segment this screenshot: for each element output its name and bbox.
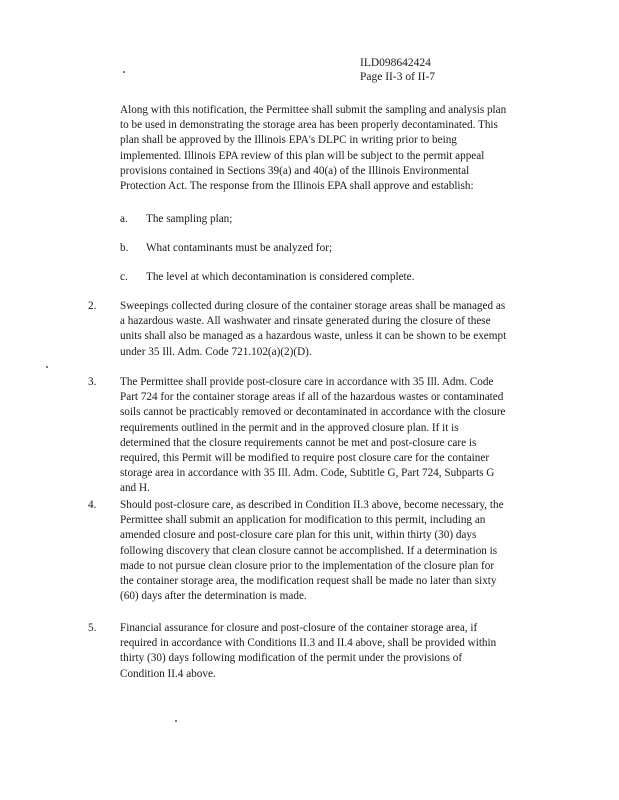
text-line: storage area in accordance with 35 Ill. Adm. Code, Subtitle G, Part 724, Subparts G (120, 467, 495, 480)
text-line: Permittee shall submit an application for modification to this permit, including an (120, 514, 486, 527)
subitem-b (120, 241, 540, 256)
text-line: the container storage area, the modification request shall be made no later than sixty (120, 575, 497, 588)
text-line: plan shall be approved by the Illinois EPA's DLPC in writing prior to being (120, 134, 457, 147)
item-number: 3. (88, 376, 97, 388)
subitem-label: a. (120, 213, 128, 225)
subitem-label: c. (120, 271, 128, 283)
text-line: made to not pursue clean closure prior to the implementation of the closure plan for (120, 559, 495, 572)
scan-speck (123, 71, 125, 73)
text-line: (60) days after the determination is made. (120, 590, 307, 603)
text-line: Financial assurance for closure and post-closure of the container storage area, if (120, 622, 478, 634)
intro-paragraph (120, 103, 540, 194)
text-line: amended closure and post-closure care plan for this unit, within thirty (30) days (120, 529, 477, 542)
item-2-paragraph (120, 299, 540, 360)
text-line: a hazardous waste. All washwater and rinsate generated during the closure of these (120, 315, 491, 328)
subitem-text: What contaminants must be analyzed for; (146, 242, 333, 254)
page-number: Page II-3 of II-7 (360, 71, 436, 83)
item-4-paragraph (120, 498, 540, 604)
text-line: Along with this notification, the Permittee shall submit the sampling and analysis plan (120, 104, 507, 116)
item-number: 4. (88, 499, 97, 511)
text-line: soils cannot be practicably removed or decontaminated in accordance with the closure (120, 406, 506, 419)
text-line: Should post-closure care, as described in Condition II.3 above, become necessary, the (120, 499, 504, 511)
text-line: Part 724 for the container storage areas if all of the hazardous wastes or contaminated (120, 391, 504, 404)
text-line: required in accordance with Conditions II.3 and II.4 above, shall be provided within (120, 637, 497, 650)
text-line: Protection Act. The response from the Illinois EPA shall approve and establish: (120, 180, 474, 193)
item-3-paragraph (120, 375, 540, 497)
subitem-a (120, 212, 540, 227)
scan-speck (175, 720, 177, 722)
scan-speck (46, 366, 48, 368)
subitem-label: b. (120, 242, 129, 254)
text-line: The Permittee shall provide post-closure care in accordance with 35 Ill. Adm. Code (120, 376, 494, 388)
text-line: requirements outlined in the permit and in the approved closure plan. If it is (120, 421, 459, 434)
page-header (360, 56, 435, 84)
subitem-text: The sampling plan; (146, 213, 233, 225)
item-number: 5. (88, 622, 97, 634)
text-line: to be used in demonstrating the storage area has been properly decontaminated. This (120, 119, 498, 132)
document-id: ILD098642424 (360, 57, 431, 69)
item-number: 2. (88, 300, 97, 312)
text-line: under 35 Ill. Adm. Code 721.102(a)(2)(D). (120, 345, 312, 358)
text-line: units shall also be managed as a hazardous waste, unless it can be shown to be exempt (120, 330, 507, 343)
text-line: provisions contained in Sections 39(a) and 40(a) of the Illinois Environmental (120, 164, 470, 177)
text-line: thirty (30) days following modification of the permit under the provisions of (120, 652, 463, 665)
text-line: following discovery that clean closure cannot be accomplished. If a determination is (120, 544, 498, 557)
text-line: Condition II.4 above. (120, 667, 216, 680)
subitem-c (120, 270, 540, 285)
text-line: required, this Permit will be modified to require post closure care for the container (120, 452, 490, 465)
text-line: and H. (120, 482, 150, 495)
item-5-paragraph (120, 621, 540, 682)
text-line: Sweepings collected during closure of the container storage areas shall be managed as (120, 300, 506, 312)
text-line: determined that the closure requirements cannot be met and post-closure care is (120, 436, 477, 449)
subitem-text: The level at which decontamination is considered complete. (146, 271, 415, 283)
text-line: implemented. Illinois EPA review of this plan will be subject to the permit appeal (120, 149, 485, 162)
